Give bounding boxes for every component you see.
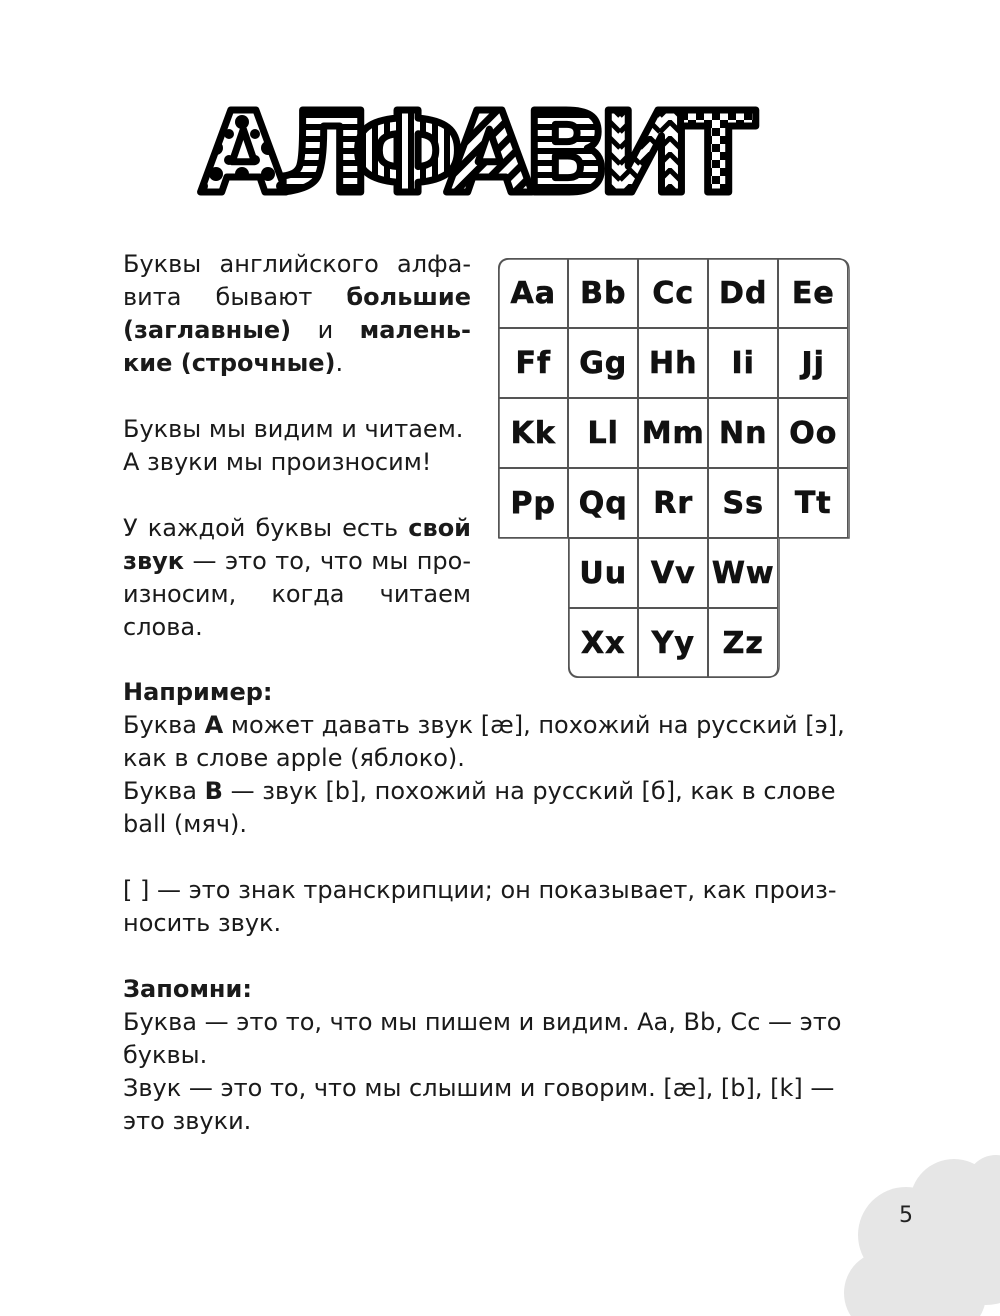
page-number: 5 bbox=[899, 1203, 913, 1228]
svg-text:Ф: Ф bbox=[352, 89, 464, 208]
alphabet-cell: Aa bbox=[498, 258, 568, 328]
transcription-note-2: носить звук. bbox=[123, 909, 282, 937]
svg-text:В: В bbox=[524, 89, 610, 208]
remember-line-2: буквы. bbox=[123, 1041, 208, 1069]
alphabet-cell: Ww bbox=[708, 538, 778, 608]
alphabet-cell: Ff bbox=[498, 328, 568, 398]
intro-text bbox=[123, 248, 471, 677]
alphabet-cell: Gg bbox=[568, 328, 638, 398]
alphabet-cell: Oo bbox=[778, 398, 848, 468]
alphabet-cell: Hh bbox=[638, 328, 708, 398]
alphabet-cell: Kk bbox=[498, 398, 568, 468]
alphabet-cell: Bb bbox=[568, 258, 638, 328]
svg-text:Т: Т bbox=[680, 89, 757, 208]
intro-paragraph-3: У каждой буквы есть свой звук — это то, что мы про-износим, когда читаем слова. bbox=[123, 514, 471, 641]
alphabet-cell: Ee bbox=[778, 258, 848, 328]
alphabet-cell: Xx bbox=[568, 608, 638, 678]
example-heading: Например: bbox=[123, 678, 273, 706]
intro-paragraph-1: Буквы английского алфа-вита бывают большие (заглавные) и малень-кие (строчные). bbox=[123, 250, 471, 377]
alphabet-cell: Pp bbox=[498, 468, 568, 538]
alphabet-cell: Vv bbox=[638, 538, 708, 608]
body-text bbox=[123, 676, 863, 1138]
remember-heading: Запомни: bbox=[123, 975, 252, 1003]
remember-line-3: Звук — это то, что мы слышим и говорим. [æ], [b], [k] — bbox=[123, 1074, 835, 1102]
alphabet-cell: Ii bbox=[708, 328, 778, 398]
title-letters bbox=[200, 89, 756, 208]
intro-paragraph-2: Буквы мы видим и читаем. А звуки мы произносим! bbox=[123, 415, 464, 476]
svg-text:И: И bbox=[598, 89, 692, 208]
alphabet-cell: Zz bbox=[708, 608, 778, 678]
alphabet-cell: Rr bbox=[638, 468, 708, 538]
alphabet-cell: Dd bbox=[708, 258, 778, 328]
alphabet-cell: Qq bbox=[568, 468, 638, 538]
alphabet-cell: Uu bbox=[568, 538, 638, 608]
svg-text:А: А bbox=[446, 89, 533, 208]
svg-text:А: А bbox=[200, 89, 287, 208]
example-a-cont: как в слове apple (яблоко). bbox=[123, 744, 465, 772]
example-b: Буква B — звук [b], похожий на русский [б], как в слове bbox=[123, 777, 836, 805]
alphabet-cell: Tt bbox=[778, 468, 848, 538]
alphabet-cell: Yy bbox=[638, 608, 708, 678]
transcription-note-1: [ ] — это знак транскрипции; он показывает, как произ- bbox=[123, 876, 837, 904]
alphabet-cell: Ll bbox=[568, 398, 638, 468]
example-b-cont: ball (мяч). bbox=[123, 810, 247, 838]
alphabet-cell: Jj bbox=[778, 328, 848, 398]
remember-line-4: это звуки. bbox=[123, 1107, 252, 1135]
example-a: Буква A может давать звук [æ], похожий на русский [э], bbox=[123, 711, 845, 739]
alphabet-cell: Mm bbox=[638, 398, 708, 468]
alphabet-grid bbox=[498, 258, 850, 678]
remember-line-1: Буква — это то, что мы пишем и видим. Aa, Bb, Cc — это bbox=[123, 1008, 842, 1036]
page-number-cloud bbox=[836, 1155, 1000, 1316]
alphabet-cell: Nn bbox=[708, 398, 778, 468]
alphabet-cell: Ss bbox=[708, 468, 778, 538]
page-title bbox=[0, 88, 1000, 208]
svg-text:Л: Л bbox=[278, 89, 372, 208]
alphabet-cell: Cc bbox=[638, 258, 708, 328]
